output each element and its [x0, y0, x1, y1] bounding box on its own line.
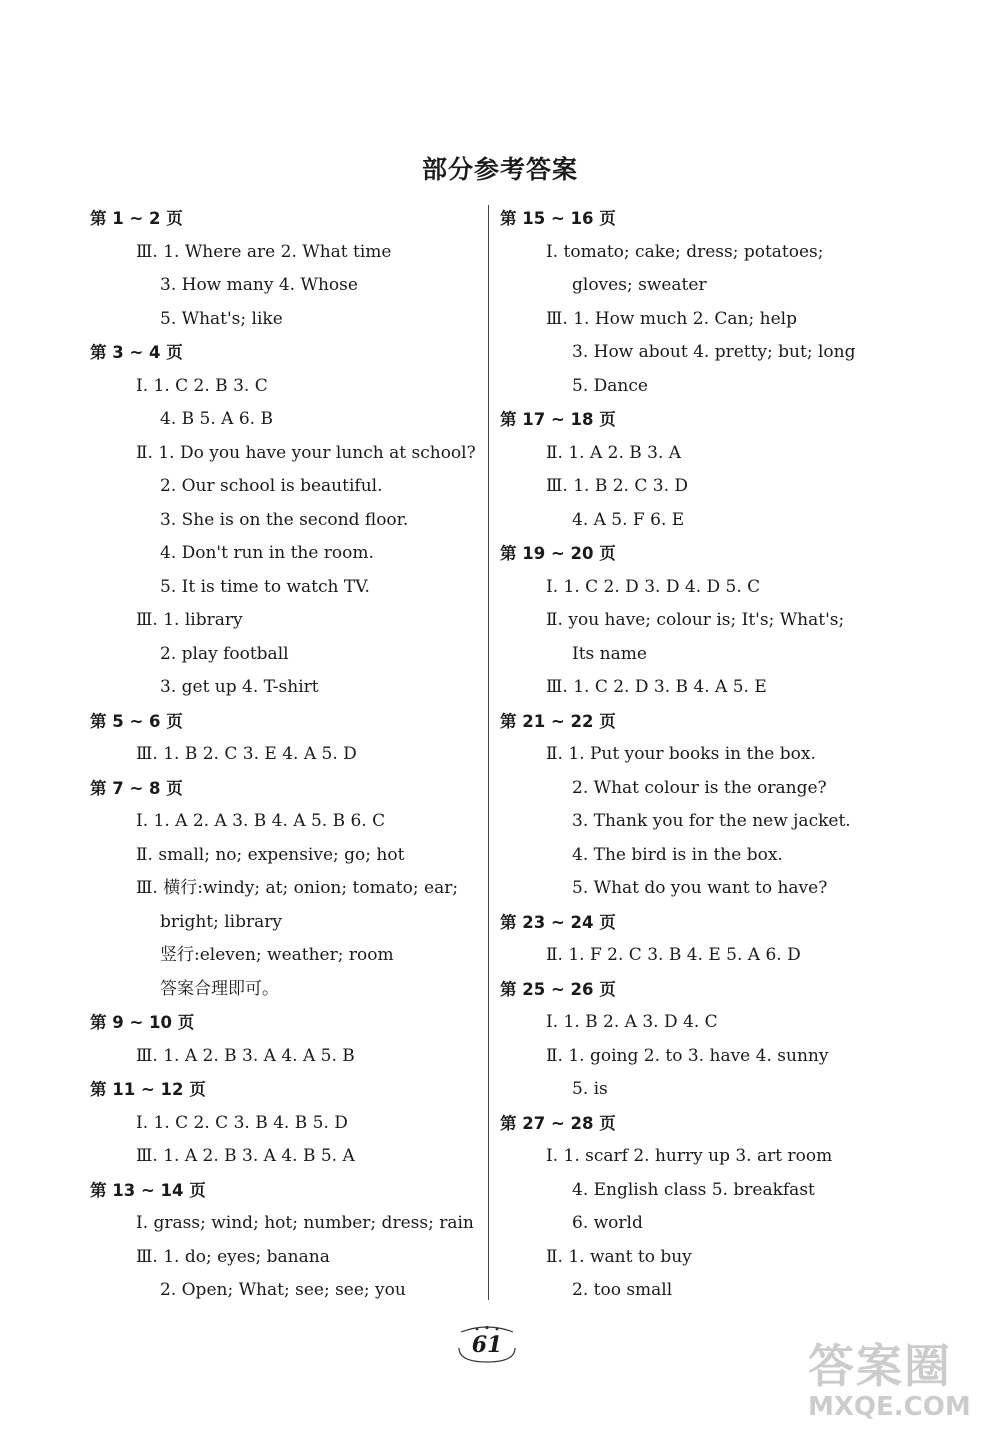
- answer-line: Ⅲ. 1. C 2. D 3. B 4. A 5. E: [546, 677, 767, 697]
- watermark-main-text: 答案圈: [808, 1339, 952, 1393]
- answer-line: Ⅰ. 1. A 2. A 3. B 4. A 5. B 6. C: [136, 811, 386, 831]
- answer-line: Ⅱ. 1. want to buy: [546, 1246, 692, 1267]
- section-heading: 第 11 ~ 12 页: [90, 1080, 206, 1099]
- answer-line: Ⅲ. 横行:windy; at; onion; tomato; ear;: [136, 878, 459, 898]
- section-heading: 第 9 ~ 10 页: [90, 1013, 195, 1032]
- page-title: 部分参考答案: [421, 155, 578, 184]
- section-heading: 第 5 ~ 6 页: [90, 711, 183, 731]
- answer-line: Ⅰ. 1. scarf 2. hurry up 3. art room: [546, 1146, 833, 1166]
- answer-line: 3. How many 4. Whose: [160, 275, 358, 295]
- section-heading: 第 19 ~ 20 页: [500, 544, 616, 563]
- answer-line: Ⅰ. 1. C 2. B 3. C: [136, 375, 268, 396]
- answer-line: Ⅲ. 1. How much 2. Can; help: [546, 308, 797, 329]
- right-answer-column: [500, 202, 910, 1308]
- answer-line: Ⅰ. 1. C 2. C 3. B 4. B 5. D: [136, 1112, 348, 1133]
- answer-line: 5. What do you want to have?: [572, 878, 828, 898]
- left-answer-column: [90, 202, 485, 1308]
- answer-line: Ⅱ. 1. going 2. to 3. have 4. sunny: [546, 1045, 829, 1066]
- answer-line: Ⅰ. 1. C 2. D 3. D 4. D 5. C: [546, 576, 761, 597]
- answer-line: Ⅱ. 1. A 2. B 3. A: [546, 442, 682, 463]
- watermark-logo: [808, 1340, 993, 1425]
- section-heading: 第 15 ~ 16 页: [500, 209, 616, 228]
- section-heading: 第 23 ~ 24 页: [500, 912, 616, 932]
- answer-line: 2. Our school is beautiful.: [160, 476, 383, 496]
- section-heading: 第 25 ~ 26 页: [500, 979, 616, 999]
- answer-line: 5. It is time to watch TV.: [160, 576, 370, 597]
- answer-line: Ⅲ. 1. Where are 2. What time: [136, 241, 392, 262]
- answer-line: gloves; sweater: [572, 275, 707, 295]
- answer-line: 4. English class 5. breakfast: [572, 1179, 815, 1200]
- answer-line: Ⅲ. 1. A 2. B 3. A 4. B 5. A: [136, 1146, 355, 1166]
- answer-line: Ⅲ. 1. B 2. C 3. E 4. A 5. D: [136, 744, 357, 764]
- answer-line: 3. Thank you for the new jacket.: [572, 811, 851, 831]
- answer-line: Ⅱ. you have; colour is; It's; What's;: [546, 610, 845, 630]
- answer-line: 3. How about 4. pretty; but; long: [572, 342, 856, 362]
- answer-line: 4. Don't run in the room.: [160, 543, 374, 563]
- answer-line: 3. She is on the second floor.: [160, 509, 409, 530]
- answer-line: 5. Dance: [572, 375, 648, 396]
- watermark-sub-text: MXQE.COM: [808, 1392, 971, 1422]
- answer-line: Ⅱ. 1. Do you have your lunch at school?: [136, 442, 476, 463]
- section-heading: 第 7 ~ 8 页: [90, 778, 183, 798]
- answer-line: Ⅰ. tomato; cake; dress; potatoes;: [546, 241, 824, 262]
- answer-line: Ⅱ. small; no; expensive; go; hot: [136, 844, 405, 865]
- answer-line: bright; library: [160, 911, 282, 932]
- answer-line: 5. is: [572, 1079, 608, 1099]
- answer-line: 5. What's; like: [160, 308, 283, 329]
- answer-line: 6. world: [572, 1213, 643, 1233]
- answer-line: Its name: [572, 643, 647, 664]
- answer-line: 3. get up 4. T-shirt: [160, 677, 319, 697]
- section-heading: 第 1 ~ 2 页: [90, 209, 183, 228]
- section-heading: 第 17 ~ 18 页: [500, 410, 616, 429]
- answer-line: Ⅰ. grass; wind; hot; number; dress; rain: [136, 1213, 474, 1233]
- section-heading: 第 3 ~ 4 页: [90, 343, 183, 362]
- answer-line: Ⅲ. 1. library: [136, 610, 243, 630]
- answer-line: 2. What colour is the orange?: [572, 777, 827, 798]
- answer-line: 2. too small: [572, 1280, 673, 1300]
- answer-line: 2. play football: [160, 643, 289, 664]
- answer-line: Ⅰ. 1. B 2. A 3. D 4. C: [546, 1012, 718, 1032]
- section-heading: 第 27 ~ 28 页: [500, 1113, 616, 1133]
- answer-line: 4. A 5. F 6. E: [572, 509, 685, 530]
- page-number: 61: [471, 1332, 503, 1358]
- answer-line: 2. Open; What; see; see; you: [160, 1280, 406, 1300]
- answer-line: Ⅱ. 1. F 2. C 3. B 4. E 5. A 6. D: [546, 945, 801, 965]
- answer-line: Ⅲ. 1. do; eyes; banana: [136, 1246, 330, 1267]
- answer-line: Ⅲ. 1. B 2. C 3. D: [546, 476, 689, 496]
- answer-line: 4. B 5. A 6. B: [160, 409, 273, 429]
- column-divider: [488, 205, 489, 1300]
- section-heading: 第 21 ~ 22 页: [500, 711, 616, 731]
- answer-line: 4. The bird is in the box.: [572, 844, 783, 865]
- answer-line: Ⅲ. 1. A 2. B 3. A 4. A 5. B: [136, 1045, 355, 1066]
- answer-line: 竖行:eleven; weather; room: [160, 945, 394, 965]
- answer-line: Ⅱ. 1. Put your books in the box.: [546, 744, 816, 764]
- section-heading: 第 13 ~ 14 页: [90, 1180, 206, 1200]
- answer-line: 答案合理即可。: [160, 978, 279, 999]
- page-number-badge: [455, 1324, 519, 1364]
